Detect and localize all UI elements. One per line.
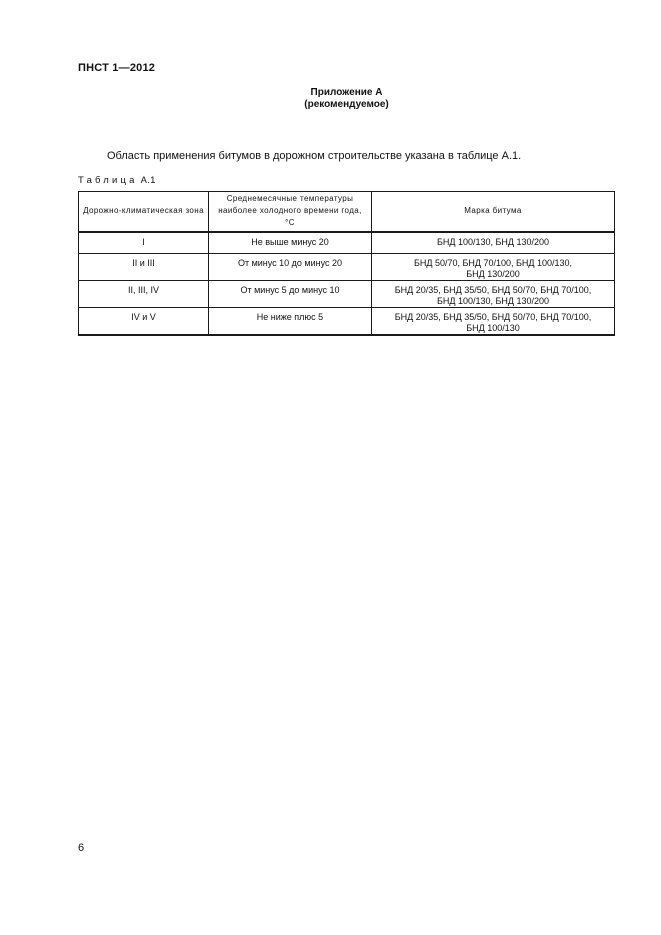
table-row: [79, 232, 615, 254]
table-header-row: [79, 192, 615, 232]
cell-brand-line: БНД 100/130: [466, 323, 520, 333]
cell-brand-line: БНД 50/70, БНД 70/100, БНД 100/130,: [413, 258, 573, 268]
table-caption-number: А.1: [140, 175, 156, 186]
cell-zone: II, III, IV: [79, 281, 209, 308]
page-number: 6: [78, 842, 85, 854]
cell-zone: II и III: [79, 254, 209, 281]
table-row: [79, 308, 615, 336]
cell-brand: [372, 232, 615, 254]
cell-brand: [372, 254, 615, 281]
cell-brand-line: БНД 20/35, БНД 35/50, БНД 50/70, БНД 70/100,: [394, 285, 592, 295]
appendix-note: (рекомендуемое): [304, 99, 389, 110]
bitumen-table: [78, 191, 615, 336]
cell-brand: [372, 308, 615, 336]
cell-brand-line: БНД 100/130, БНД 130/200: [436, 296, 550, 306]
document-code: ПНСТ 1—2012: [78, 62, 156, 74]
cell-temperature: Не выше минус 20: [209, 232, 372, 254]
header-zone-text: Дорожно-климатическая зона: [83, 206, 204, 216]
header-temperature: [209, 192, 372, 232]
cell-zone: IV и V: [79, 308, 209, 336]
cell-temperature: От минус 5 до минус 10: [209, 281, 372, 308]
cell-brand-line: БНД 100/130, БНД 130/200: [436, 236, 550, 247]
cell-brand-line: БНД 20/35, БНД 35/50, БНД 50/70, БНД 70/100,: [394, 312, 592, 322]
cell-brand-line: БНД 130/200: [466, 269, 520, 279]
header-brand: [372, 192, 615, 232]
cell-temperature: Не ниже плюс 5: [209, 308, 372, 336]
header-zone: [79, 192, 209, 232]
intro-paragraph: Область применения битумов в дорожном строительстве указана в таблице А.1.: [107, 150, 522, 162]
cell-temperature: От минус 10 до минус 20: [209, 254, 372, 281]
table-caption: [78, 175, 156, 186]
header-brand-text: Марка битума: [464, 206, 522, 216]
cell-zone: I: [79, 232, 209, 254]
cell-brand: [372, 281, 615, 308]
table-row: [79, 254, 615, 281]
table-caption-word: Таблица: [78, 175, 138, 186]
appendix-title: Приложение А: [310, 87, 383, 98]
header-temperature-text: Среднемесячные температуры наиболее холодного времени года, °С: [218, 194, 362, 228]
table-row: [79, 281, 615, 308]
